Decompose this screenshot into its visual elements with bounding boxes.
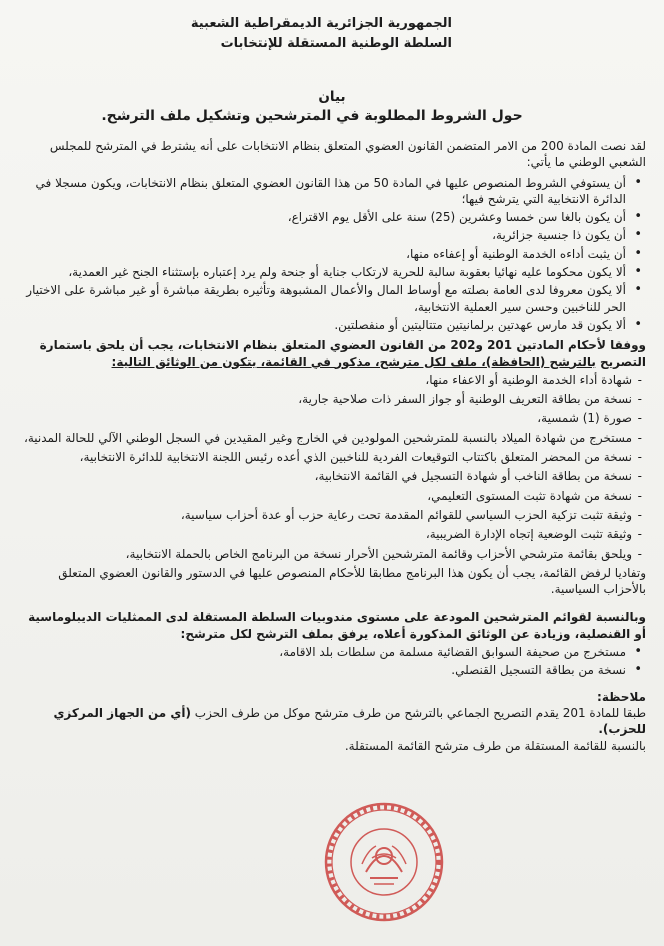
abroad-document-item: • مستخرج من صحيفة السوابق القضائية مسلمة من سلطات بلد الاقامة، [16,644,626,660]
republic-name: الجمهورية الجزائرية الديمقراطية الشعبية [190,16,452,31]
file-heading [16,337,646,370]
note-title: ملاحظة: [597,689,646,704]
document-item: - نسخة من بطاقة التعريف الوطنية أو جواز السفر ذات صلاحية جارية، [16,391,632,407]
document-item: - نسخة من المحضر المتعلق باكتتاب التوقيعات الفردية للناخبين الذي أعده رئيس اللجنة الانتخابية للدائرة الانتخابية، [16,449,632,465]
file-heading-part1: ووفقا لأحكام المادتين 201 و202 من القانون العضوي المتعلق بنظام الانتخابات، يجب أن يلحق باستمارة التصريح [39,338,646,369]
note-line-1-text: طبقا للمادة 201 يقدم التصريح الجماعي بالترشح من طرف مترشح موكل من طرف الحزب [190,705,646,720]
abroad-documents-list [16,644,646,679]
condition-item: • ألا يكون معروفا لدى العامة بصلته مع أوساط المال والأعمال المشبوهة وتأثيره بطريقة مباشرة أو غير مباشرة على الاختيار الحر للناخبين وحسن سير العملية الانتخابية، [16,282,626,315]
document-item: - صورة (1) شمسية، [16,410,632,426]
conditions-list [16,175,646,334]
document-item: - نسخة من شهادة تثبت المستوى التعليمي، [16,488,632,504]
note-line-2: بالنسبة للقائمة المستقلة من طرف مترشح القائمة المستقلة. [344,738,646,753]
document-item: - شهادة أداء الخدمة الوطنية أو الاعفاء منها، [16,372,632,388]
title-label: بيان [318,89,346,105]
document-body [16,138,646,754]
intro-paragraph: لقد نصت المادة 200 من الامر المتضمن القانون العضوي المتعلق بنظام الانتخابات على أنه يشترط في المترشح للمجلس الشعبي الوطني ما يأتي: [49,139,646,170]
condition-item: • أن يكون ذا جنسية جزائرية، [16,227,626,243]
document-item: - وثيقة تثبت الوضعية إتجاه الإدارة الضريبية، [16,526,632,542]
seal-graphic [322,800,446,924]
abroad-heading: وبالنسبة لقوائم المترشحين المودعة على مستوى مندوبيات السلطة المستقلة لدى الممثليات الديبلوماسية أو القنصلية، وزيادة عن الوثائق المذكورة أعلاه، يرفق بملف الترشح لكل مترشح: [28,610,646,641]
letterhead [190,14,452,54]
condition-item: • أن يثبت أداءه الخدمة الوطنية أو إعفاءه منها، [16,246,626,262]
official-seal-icon [322,800,446,924]
document-item: - مستخرج من شهادة الميلاد بالنسبة للمترشحين المولودين في الخارج وغير المقيدين في السجل الوطني الآلي للحالة المدنية، [16,430,632,446]
condition-item: • أن يكون بالغا سن خمسا وعشرين (25) سنة على الأقل يوم الاقتراع، [16,209,626,225]
document-item: - وثيقة تثبت تزكية الحزب السياسي للقوائم المقدمة تحت رعاية حزب أو عدة أحزاب سياسية، [16,507,632,523]
document-item: - نسخة من بطاقة الناخب أو شهادة التسجيل في القائمة الانتخابية، [16,468,632,484]
abroad-document-item: • نسخة من بطاقة التسجيل القنصلي. [16,662,626,678]
title-subject: حول الشروط المطلوبة في المترشحين وتشكيل ملف الترشح. [101,108,523,124]
file-heading-part2: بالترشح (الحافظة)، ملف لكل مترشح، مذكور في القائمة، يتكون من الوثائق التالية: [111,354,596,369]
authority-name: السلطة الوطنية المستقلة للإنتخابات [220,36,452,51]
documents-list [16,372,646,562]
condition-item: • أن يستوفي الشروط المنصوص عليها في المادة 50 من هذا القانون العضوي المتعلق بنظام الانتخابات، ويكون مسجلا في الدائرة الانتخابية التي يترشح فيها؛ [16,175,626,208]
document-title [0,88,664,126]
document-item: - ويلحق بقائمة مترشحي الأحزاب وقائمة المترشحين الأحرار نسخة من البرنامج الخاص بالحملة الانتخابية، [16,546,632,562]
note-line-1 [16,705,646,738]
condition-item: • ألا يكون محكوما عليه نهائيا بعقوبة سالبة للحرية لارتكاب جناية أو جنحة ولم يرد إعتباره بإستثناء الجنح غير العمدية، [16,264,626,280]
note-line-1-bold: (أي من الجهاز المركزي للحزب). [53,705,646,737]
condition-item: • ألا يكون قد مارس عهدتين برلمانيتين متتاليتين أو منفصلتين. [16,317,626,333]
program-note: وتفاديا لرفض القائمة، يجب أن يكون هذا البرنامج مطابقا للأحكام المنصوص عليها في الدستور والقانون العضوي المتعلق بالأحزاب السياسية. [58,565,646,597]
